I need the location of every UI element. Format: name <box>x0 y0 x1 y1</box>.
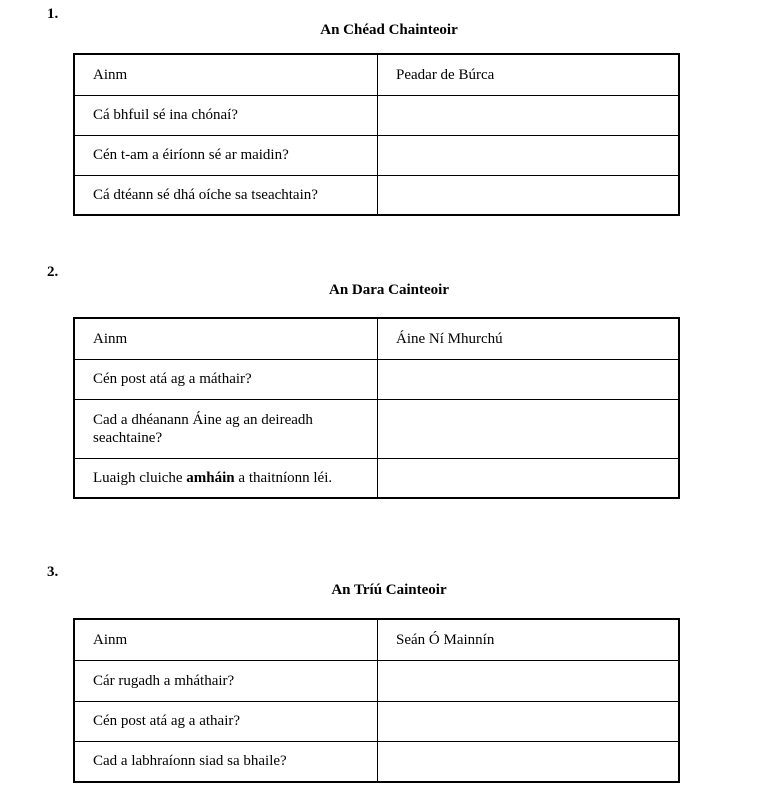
question-cell <box>74 458 378 498</box>
answer-cell[interactable] <box>378 399 680 458</box>
table-row <box>74 359 679 399</box>
answer-cell[interactable] <box>378 175 680 215</box>
answer-cell[interactable] <box>378 741 680 782</box>
answer-cell[interactable] <box>378 701 680 741</box>
question-cell: Cén post atá ag a máthair? <box>74 359 378 399</box>
table-row <box>74 741 679 782</box>
name-label-cell: Ainm <box>74 619 378 660</box>
table-row <box>74 175 679 215</box>
section-3-table <box>73 618 680 783</box>
name-label-cell: Ainm <box>74 54 378 95</box>
question-text-before: Luaigh cluiche <box>93 469 187 486</box>
section-2-number: 2. <box>47 264 59 280</box>
table-row <box>74 318 679 359</box>
speaker-name-cell: Peadar de Búrca <box>378 54 680 95</box>
table-row <box>74 458 679 498</box>
table-row <box>74 619 679 660</box>
question-cell: Cén t-am a éiríonn sé ar maidin? <box>74 135 378 175</box>
question-cell: Cá bhfuil sé ina chónaí? <box>74 95 378 135</box>
question-cell: Cad a labhraíonn siad sa bhaile? <box>74 741 378 782</box>
answer-cell[interactable] <box>378 359 680 399</box>
answer-cell[interactable] <box>378 135 680 175</box>
table-row <box>74 660 679 701</box>
table-row <box>74 135 679 175</box>
section-1-title: An Chéad Chainteoir <box>320 22 458 38</box>
section-1-number: 1. <box>47 6 59 22</box>
table-row <box>74 95 679 135</box>
section-3-number: 3. <box>47 564 59 580</box>
question-cell: Cad a dhéanann Áine ag an deireadh seachtaine? <box>74 399 378 458</box>
answer-cell[interactable] <box>378 660 680 701</box>
section-3-title: An Tríú Cainteoir <box>331 582 447 598</box>
table-row <box>74 399 679 458</box>
table-row <box>74 54 679 95</box>
table-row <box>74 701 679 741</box>
question-text-emphasis: amháin <box>186 469 235 486</box>
answer-cell[interactable] <box>378 458 680 498</box>
answer-cell[interactable] <box>378 95 680 135</box>
speaker-name-cell: Áine Ní Mhurchú <box>378 318 680 359</box>
question-cell: Cár rugadh a mháthair? <box>74 660 378 701</box>
speaker-name-cell: Seán Ó Mainnín <box>378 619 680 660</box>
question-cell: Cá dtéann sé dhá oíche sa tseachtain? <box>74 175 378 215</box>
question-text-after: a thaitníonn léi. <box>234 469 333 486</box>
section-1-table <box>73 53 680 216</box>
section-2-table <box>73 317 680 499</box>
section-2-title: An Dara Cainteoir <box>329 282 449 298</box>
name-label-cell: Ainm <box>74 318 378 359</box>
question-cell: Cén post atá ag a athair? <box>74 701 378 741</box>
